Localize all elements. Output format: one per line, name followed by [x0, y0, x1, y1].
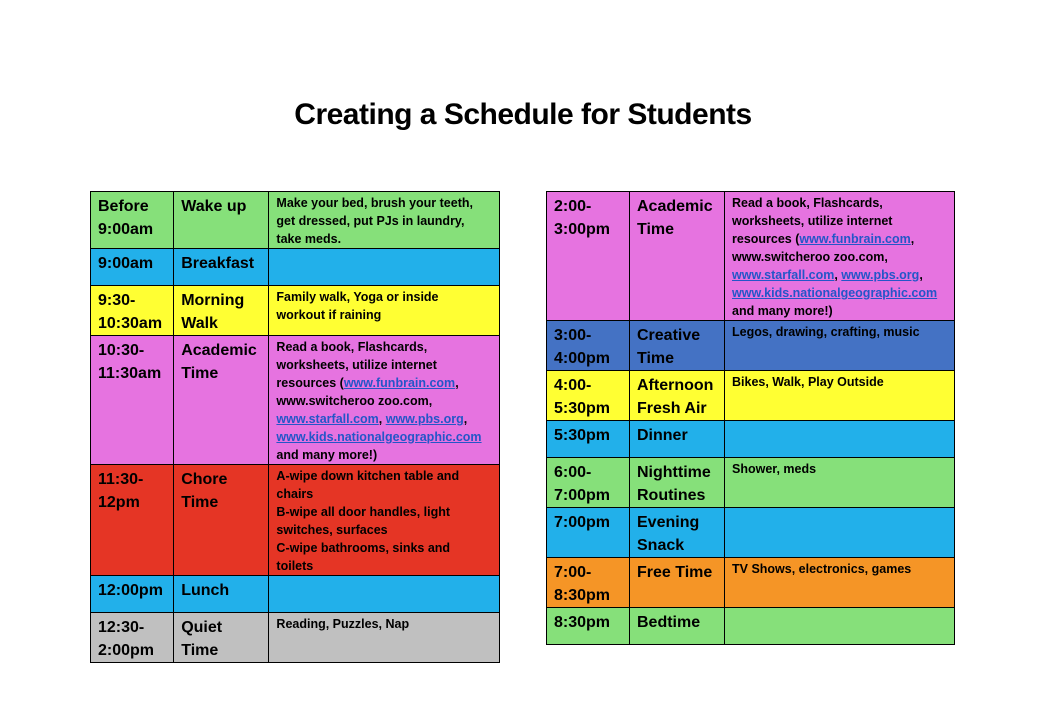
- details-cell-line: Legos, drawing, crafting, music: [732, 325, 920, 339]
- activity-cell-line: Bedtime: [637, 614, 701, 631]
- details-cell-line: chairs: [276, 487, 314, 501]
- activity-cell-line: Creative: [637, 327, 701, 344]
- link-starfall[interactable]: www.starfall.com: [276, 412, 379, 426]
- activity-cell: [630, 321, 725, 371]
- details-cell-line: Shower, meds: [732, 462, 817, 476]
- time-cell: [91, 249, 174, 286]
- time-cell-line: 7:00pm: [554, 514, 611, 531]
- time-cell-line: 11:30am: [98, 365, 162, 382]
- details-cell: [725, 371, 955, 421]
- schedule-row: [547, 421, 955, 458]
- time-cell: [547, 192, 630, 321]
- details-cell: [725, 321, 955, 371]
- schedule-row: [547, 321, 955, 371]
- details-cell: [269, 286, 500, 336]
- link-natgeo[interactable]: www.kids.nationalgeographic.com: [276, 430, 482, 444]
- time-cell: [547, 371, 630, 421]
- time-cell-line: 5:30pm: [554, 427, 611, 444]
- schedule-row: [91, 613, 500, 663]
- time-cell-line: 2:00pm: [98, 642, 155, 659]
- activity-cell-line: Dinner: [637, 427, 688, 444]
- time-cell: [91, 576, 174, 613]
- details-cell: [725, 508, 955, 558]
- activity-cell: [630, 508, 725, 558]
- time-cell-line: 11:30-: [98, 471, 144, 488]
- details-cell-line: take meds.: [276, 232, 342, 246]
- time-cell-line: 9:30-: [98, 292, 136, 309]
- schedule-row: [91, 465, 500, 576]
- link-starfall[interactable]: www.starfall.com: [732, 268, 835, 282]
- details-cell-line: get dressed, put PJs in laundry,: [276, 214, 465, 228]
- time-cell-line: 4:00-: [554, 377, 592, 394]
- schedule-row: [547, 608, 955, 645]
- activity-cell-line: Time: [637, 221, 675, 238]
- link-natgeo[interactable]: www.kids.nationalgeographic.com: [732, 286, 938, 300]
- link-pbs[interactable]: www.pbs.org: [385, 412, 464, 426]
- time-cell-line: 8:30pm: [554, 587, 611, 604]
- activity-cell: [174, 336, 269, 465]
- time-cell: [547, 321, 630, 371]
- time-cell: [547, 608, 630, 645]
- details-cell: [269, 465, 500, 576]
- details-cell-line: toilets: [276, 559, 314, 573]
- time-cell-line: 12pm: [98, 494, 140, 511]
- activity-cell: [630, 371, 725, 421]
- time-cell: [547, 558, 630, 608]
- activity-cell: [174, 576, 269, 613]
- page-title: Creating a Schedule for Students: [294, 98, 752, 131]
- time-cell: [91, 286, 174, 336]
- details-cell: [269, 613, 500, 663]
- activity-cell-line: Free Time: [637, 564, 713, 581]
- details-cell-line: Reading, Puzzles, Nap: [276, 617, 410, 631]
- time-cell-line: 7:00-: [554, 564, 592, 581]
- schedule-row: [91, 249, 500, 286]
- desc-line: worksheets, utilize internet: [732, 214, 893, 228]
- time-cell-line: 3:00pm: [554, 221, 611, 238]
- activity-cell-line: Time: [181, 365, 219, 382]
- activity-cell-line: Academic: [637, 198, 713, 215]
- desc-line: worksheets, utilize internet: [276, 358, 437, 372]
- time-cell-line: 10:30-: [98, 342, 145, 359]
- time-cell-line: 2:00-: [554, 198, 592, 215]
- activity-cell: [174, 249, 269, 286]
- activity-cell-line: Snack: [637, 537, 685, 554]
- desc-line: www.switcheroo zoo.com,: [732, 250, 888, 264]
- activity-cell: [630, 192, 725, 321]
- activity-cell-line: Afternoon: [637, 377, 714, 394]
- activity-cell-line: Morning: [181, 292, 245, 309]
- details-cell-line: switches, surfaces: [276, 523, 388, 537]
- schedule-row: [547, 558, 955, 608]
- schedule-row: [91, 336, 500, 465]
- desc-line: www.switcheroo zoo.com,: [276, 394, 433, 408]
- schedule-row: [547, 508, 955, 558]
- time-cell-line: 9:00am: [98, 221, 154, 238]
- time-cell-line: 5:30pm: [554, 400, 611, 417]
- time-cell-line: 6:00-: [554, 464, 592, 481]
- activity-cell-line: Wake up: [181, 198, 247, 215]
- time-cell-line: 7:00pm: [554, 487, 611, 504]
- activity-cell: [174, 465, 269, 576]
- schedule-row: [547, 458, 955, 508]
- schedule-row: [547, 371, 955, 421]
- details-cell: Read a book, Flashcards, worksheets, utilize internet resources (www.funbrain.com, www.switcheroo zoo.com, www.starfall.com, www.pbs.org, www.kids.nationalgeographic.com and many more!): [269, 336, 500, 465]
- desc-line: Read a book, Flashcards,: [276, 340, 428, 354]
- details-cell: [725, 421, 955, 458]
- time-cell-line: 12:00pm: [98, 582, 163, 599]
- time-cell-line: 10:30am: [98, 315, 163, 332]
- details-cell: [725, 608, 955, 645]
- details-cell-line: TV Shows, electronics, games: [732, 562, 912, 576]
- activity-cell: [630, 558, 725, 608]
- activity-cell-line: Time: [181, 494, 219, 511]
- details-cell-line: B-wipe all door handles, light: [276, 505, 451, 519]
- details-cell-line: A-wipe down kitchen table and: [276, 469, 460, 483]
- time-cell: [547, 458, 630, 508]
- time-cell-line: 8:30pm: [554, 614, 611, 631]
- activity-cell-line: Lunch: [181, 582, 230, 599]
- details-cell: Read a book, Flashcards, worksheets, utilize internet resources (www.funbrain.com, www.switcheroo zoo.com, www.starfall.com, www.pbs.org, www.kids.nationalgeographic.com and many more!): [725, 192, 955, 321]
- details-cell: [269, 192, 500, 249]
- details-cell: [269, 249, 500, 286]
- link-pbs[interactable]: www.pbs.org: [841, 268, 920, 282]
- details-cell-line: C-wipe bathrooms, sinks and: [276, 541, 451, 555]
- desc-line: Read a book, Flashcards,: [732, 196, 883, 210]
- details-cell-line: Make your bed, brush your teeth,: [276, 196, 473, 210]
- activity-cell-line: Time: [181, 642, 219, 659]
- time-cell: [91, 465, 174, 576]
- activity-cell: [630, 608, 725, 645]
- details-cell-line: Bikes, Walk, Play Outside: [732, 375, 884, 389]
- desc-line: and many more!): [732, 304, 833, 318]
- time-cell-line: Before: [98, 198, 149, 215]
- activity-cell-line: Routines: [637, 487, 706, 504]
- schedule-row: [91, 192, 500, 249]
- details-cell: [725, 558, 955, 608]
- time-cell-line: 9:00am: [98, 255, 154, 272]
- activity-cell-line: Evening: [637, 514, 700, 531]
- schedule-row: [547, 192, 955, 321]
- activity-cell: [630, 458, 725, 508]
- schedule-row: [91, 286, 500, 336]
- time-cell: [91, 613, 174, 663]
- activity-cell: [174, 286, 269, 336]
- details-cell: [269, 576, 500, 613]
- schedule-table-afternoon: [546, 191, 955, 645]
- schedule-row: [91, 576, 500, 613]
- activity-cell-line: Time: [637, 350, 675, 367]
- time-cell: [91, 336, 174, 465]
- activity-cell-line: Walk: [181, 315, 218, 332]
- time-cell-line: 3:00-: [554, 327, 592, 344]
- time-cell-line: 4:00pm: [554, 350, 611, 367]
- activity-cell: [630, 421, 725, 458]
- time-cell-line: 12:30-: [98, 619, 145, 636]
- activity-cell: [174, 613, 269, 663]
- link-funbrain[interactable]: www.funbrain.com: [799, 232, 911, 246]
- activity-cell-line: Academic: [181, 342, 257, 359]
- details-cell-line: Family walk, Yoga or inside: [276, 290, 439, 304]
- details-cell: [725, 458, 955, 508]
- activity-cell-line: Chore: [181, 471, 228, 488]
- details-cell-line: workout if raining: [276, 308, 382, 322]
- activity-cell-line: Nighttime: [637, 464, 711, 481]
- schedule-table-morning: [90, 191, 500, 663]
- activity-cell-line: Quiet: [181, 619, 223, 636]
- link-funbrain[interactable]: www.funbrain.com: [343, 376, 456, 390]
- time-cell: [547, 508, 630, 558]
- activity-cell-line: Fresh Air: [637, 400, 707, 417]
- activity-cell: [174, 192, 269, 249]
- time-cell: [91, 192, 174, 249]
- time-cell: [547, 421, 630, 458]
- desc-line: and many more!): [276, 448, 378, 462]
- activity-cell-line: Breakfast: [181, 255, 255, 272]
